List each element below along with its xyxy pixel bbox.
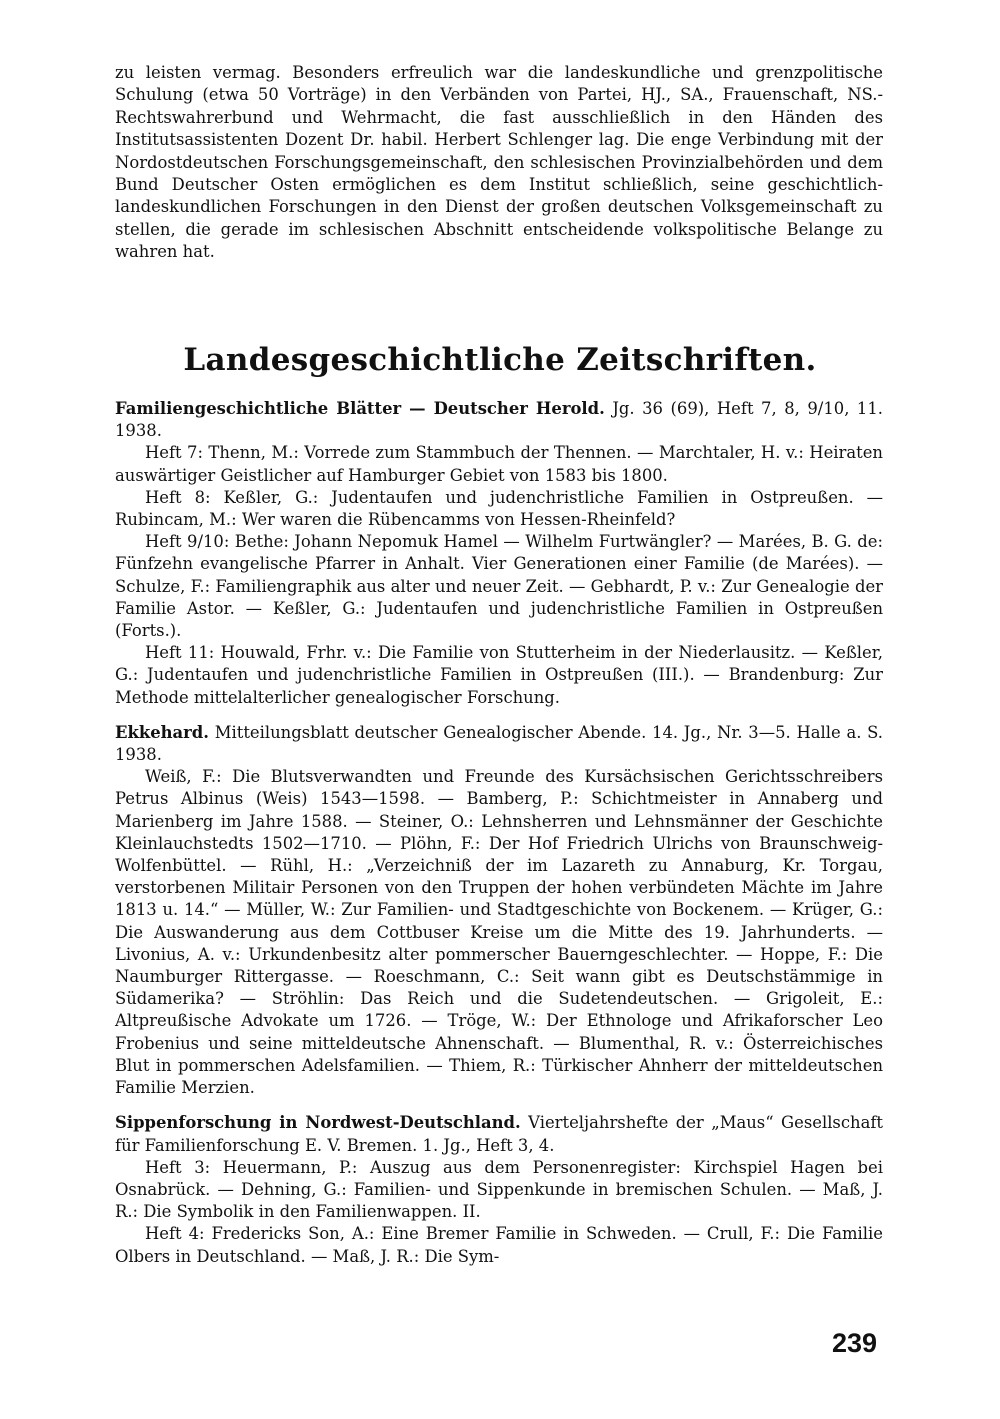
entry-paragraph: Weiß, F.: Die Blutsverwandten und Freunde des Kursächsischen Gerichtsschreibers Petrus Albinus (Weis) 1543—1598. — Bamberg, P.: Schichtmeister in Annaberg und Marienberg im Jahre 1588. — Steiner, O.: Lehnsherren und Lehnsmänner der Geschichte Kleinlauchstedts 1502—1710. — Plöhn, F.: Der Hof Friedrich Ulrichs von Braunschweig-Wolfenbüttel. — Rühl, H.: „Verzeichniß der im Lazareth zu Annaburg, Kr. Torgau, verstorbenen Militair Personen von den Truppen der hohen verbündeten Mächte im Jahre 1813 u. 14.“ — Müller, W.: Zur Familien- und Stadtgeschichte von Bockenem. — Krüger, G.: Die Auswanderung aus dem Cottbuser Kreise um die Mitte des 19. Jahrhunderts. — Livonius, A. v.: Urkundenbesitz alter pommerscher Bauerngeschlechter. — Hoppe, F.: Die Naumburger Rittergasse. — Roeschmann, C.: Seit wann gibt es Deutschstämmige in Südamerika? — Ströhlin: Das Reich und die Sudetendeutschen. — Grigoleit, E.: Altpreußische Advokate um 1726. — Tröge, W.: Der Ethnologe und Afrikaforscher Leo Frobenius und seine mitteldeutsche Ahnenschaft. — Blumenthal, R. v.: Österreichisches Blut in pommerschen Adelsfamilien. — Thiem, R.: Türkischer Ahnherr der mitteldeutschen Familie Merzien.	[115, 767, 883, 1098]
entry-paragraph: Heft 8: Keßler, G.: Judentaufen und judenchristliche Familien in Ostpreußen. — Rubincam, M.: Wer waren die Rübencamms von Hessen-Rheinfeld?	[115, 487, 883, 530]
section-title: Landesgeschichtliche Zeitschriften.	[183, 342, 817, 378]
entry-paragraph: Heft 3: Heuermann, P.: Auszug aus dem Personenregister: Kirchspiel Hagen bei Osnabrück. — Dehning, G.: Familien- und Sippenkunde in bremischen Schulen. — Maß, J. R.: Die Symbolik in den Familienwappen. II.	[115, 1157, 883, 1222]
entry-details: Jg. 36 (69), Heft 7, 8, 9/10, 11. 1938.	[115, 399, 883, 441]
entry-familiengeschichtliche-blaetter	[115, 398, 883, 709]
entry-details: Mitteilungsblatt deutscher Genealogischer Abende. 14. Jg., Nr. 3—5. Halle a. S. 1938.	[115, 722, 883, 765]
entry-title: Ekkehard.	[115, 722, 209, 742]
entry-heading	[115, 398, 883, 442]
entry-paragraph: Heft 11: Houwald, Frhr. v.: Die Familie von Stutterheim in der Niederlausitz. — Keßler, G.: Judentaufen und judenchristliche Familien in Ostpreußen (III.). — Brandenburg: Zur Methode mittelalterlicher genealogischer Forschung.	[115, 643, 883, 707]
entry-title: Sippenforschung in Nordwest-Deutschland.	[115, 1113, 521, 1133]
entry-paragraph: Heft 7: Thenn, M.: Vorrede zum Stammbuch der Thennen. — Marchtaler, H. v.: Heiraten auswärtiger Geistlicher auf Hamburger Gebiet von 1583 bis 1800.	[115, 443, 883, 485]
entry-title: Familiengeschichtliche Blätter — Deutscher Herold.	[115, 399, 605, 418]
page-number: 239	[832, 1328, 878, 1358]
entry-details: Vierteljahrshefte der „Maus“ Gesellschaft für Familienforschung E. V. Bremen. 1. Jg., Heft 3, 4.	[115, 1113, 884, 1155]
entry-paragraph: Heft 4: Fredericks Son, A.: Eine Bremer Familie in Schweden. — Crull, F.: Die Familie Olbers in Deutschland. — Maß, J. R.: Die Sym-	[115, 1224, 883, 1266]
entry-sippenforschung	[115, 1112, 883, 1267]
entries	[115, 398, 883, 1268]
entry-paragraph: Heft 9/10: Bethe: Johann Nepomuk Hamel — Wilhelm Furtwängler? — Marées, B. G. de: Fünfzehn evangelische Pfarrer in Anhalt. Vier Generationen einer Familie (de Marées). — Schulze, F.: Familiengraphik aus alter und neuer Zeit. — Gebhardt, P. v.: Zur Genealogie der Familie Astor. — Keßler, G.: Judentaufen und judenchristliche Familien in Ostpreußen (Forts.).	[115, 532, 883, 641]
entry-ekkehard	[115, 722, 883, 1099]
intro-paragraph: zu leisten vermag. Besonders erfreulich war die landeskundliche und grenzpolitische Schulung (etwa 50 Vorträge) in den Verbänden von Partei, HJ., SA., Frauenschaft, NS.-Rechtswahrerbund und Wehrmacht, die fast ausschließlich in den Händen des Institutsassistenten Dozent Dr. habil. Herbert Schlenger lag. Die enge Verbindung mit der Nordostdeutschen Forschungsgemeinschaft, den schlesischen Provinzialbehörden und dem Bund Deutscher Osten ermöglichen es dem Institut schließlich, seine geschichtlich-landeskundlichen Forschungen in den Dienst der großen deutschen Volksgemeinschaft zu stellen, die gerade im schlesischen Abschnitt entscheidende volkspolitische Belange zu wahren hat.	[115, 63, 883, 262]
entry-heading	[115, 722, 883, 766]
entry-heading	[115, 1112, 883, 1156]
